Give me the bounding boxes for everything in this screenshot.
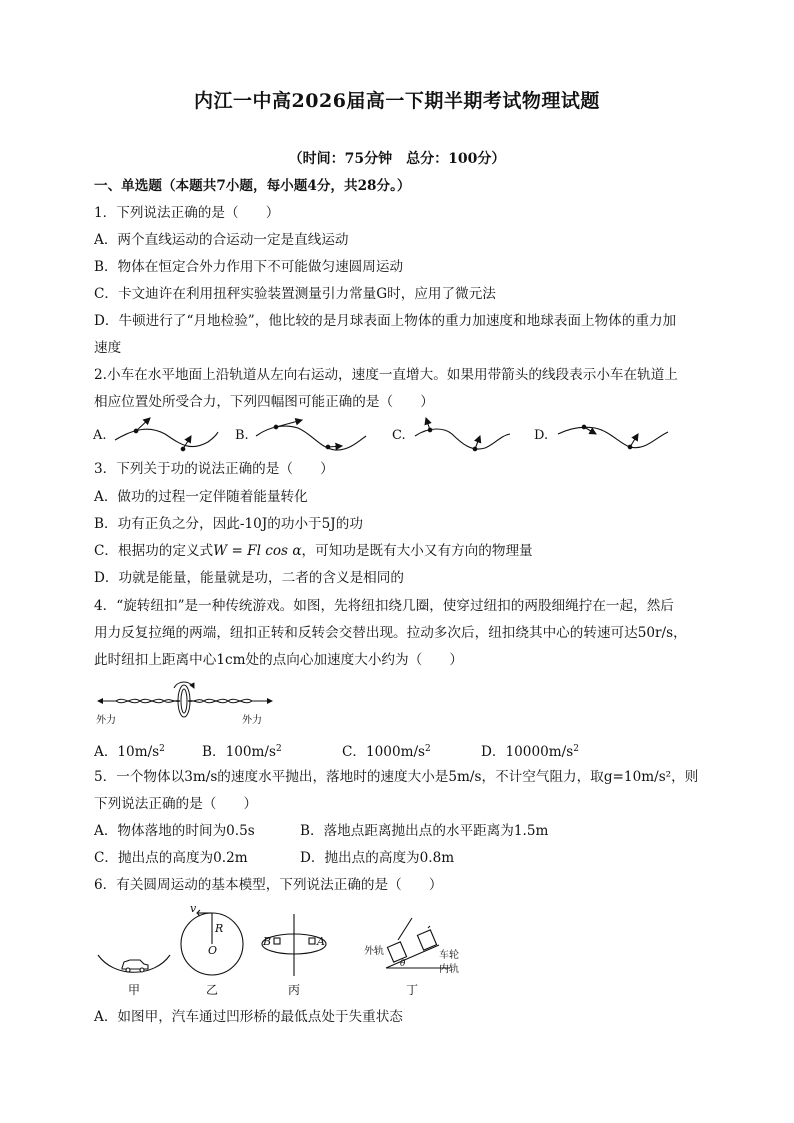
section-heading: 一、单选题（本题共7小题，每小题4分，共28分。） [94, 178, 411, 194]
spinning-button-figure [94, 678, 284, 728]
fig-label-yi: 乙 [206, 983, 219, 997]
velocity-label: v [190, 902, 197, 915]
q3-option-c-suffix: ，可知功是既有大小又有方向的物理量 [301, 543, 533, 559]
q2-figures [90, 414, 710, 458]
q4-option-d: D．$10000m/s^2$ [481, 744, 579, 760]
q2-stem-cont: 相应位置处所受合力，下列四幅图可能正确的是（ ） [94, 394, 434, 410]
q5-option-d: D．抛出点的高度为0.8m [300, 850, 455, 866]
q3-option-d: D．功就是能量，能量就是功，二者的含义是相同的 [94, 570, 404, 586]
q1-option-a: A．两个直线运动的合运动一定是直线运动 [94, 232, 349, 248]
inner-rail-label: 内轨 [439, 964, 459, 975]
q3-option-c-prefix: C．根据功的定义式 [94, 543, 214, 559]
q4-options [94, 740, 694, 758]
q2-figure-c [415, 418, 510, 451]
q1-stem: 1．下列说法正确的是（ ） [94, 205, 280, 221]
q1-option-d: D．牛顿进行了“月地检验”，他比较的是月球表面上物体的重力加速度和地球表面上物体的重力加 [94, 313, 677, 329]
q3-stem: 3．下列关于功的说法正确的是（ ） [94, 461, 334, 477]
wheel-label: 车轮 [439, 950, 459, 961]
q4-stem-cont-2: 此时纽扣上距离中心1cm处的点向心加速度大小约为（ ） [94, 652, 463, 668]
q6-figures [94, 900, 494, 1000]
q2-label-d: D. [534, 428, 549, 443]
q2-label-c: C. [392, 428, 406, 443]
q2-stem: 2.小车在水平地面上沿轨道从左向右运动，速度一直增大。如果用带箭头的线段表示小车在轨道上 [94, 367, 678, 383]
time-info: （时间：75分钟 总分：100分） [288, 151, 506, 167]
concave-bridge [98, 955, 170, 972]
q3-option-c [94, 542, 533, 560]
q4-option-c: C．$1000m/s^2$ [342, 744, 431, 760]
q4-left-force-label: 外力 [96, 715, 116, 726]
q2-figure-d [558, 425, 668, 449]
center-label: O [208, 944, 218, 957]
q5-stem-cont: 下列说法正确的是（ ） [94, 796, 258, 812]
q1-option-c: C．卡文迪许在利用扭秤实验装置测量引力常量G时，应用了微元法 [94, 286, 496, 302]
q4-stem-cont-1: 用力反复拉绳的两端，纽扣正转和反转会交替出现。拉动多次后，纽扣绕其中心的转速可达50r/s， [94, 625, 687, 641]
fig-label-ding: 丁 [406, 983, 419, 997]
q4-option-a: A．$10m/s^2$ [94, 744, 165, 760]
q2-label-a: A. [93, 428, 107, 443]
q2-label-b: B. [235, 428, 249, 443]
q5-option-a: A．物体落地的时间为0.5s [94, 823, 255, 839]
q4-right-force-label: 外力 [242, 715, 262, 726]
fig-label-jia: 甲 [128, 983, 141, 997]
work-formula: W = Fl cos α [213, 543, 302, 559]
page-title: 内江一中高2026届高一下期半期考试物理试题 [194, 90, 600, 112]
car-icon [122, 960, 148, 972]
q5-stem: 5．一个物体以3m/s的速度水平抛出，落地时的速度大小是5m/s，不计空气阻力，取g=10m/s²，则 [94, 769, 699, 785]
q5-option-c: C．抛出点的高度为0.2m [94, 850, 248, 866]
q4-stem: 4．“旋转纽扣”是一种传统游戏。如图，先将纽扣绕几圈，使穿过纽扣的两股细绳拧在一起，然后 [94, 598, 674, 614]
theta-label: θ [400, 959, 406, 969]
q1-option-b: B．物体在恒定合外力作用下不可能做匀速圆周运动 [94, 259, 404, 275]
q5-option-b: B．落地点距离抛出点的水平距离为1.5m [300, 823, 549, 839]
point-b-label: B [263, 935, 272, 948]
point-a-label: A [317, 935, 325, 948]
q1-option-d-cont: 速度 [94, 340, 122, 356]
q3-option-b: B．功有正负之分，因此-10J的功小于5J的功 [94, 516, 363, 532]
outer-rail-label: 外轨 [364, 946, 384, 957]
q2-figure-b [256, 420, 366, 450]
q2-figure-a [115, 418, 218, 451]
q4-option-b: B．$100m/s^2$ [202, 744, 282, 760]
q6-option-a: A．如图甲，汽车通过凹形桥的最低点处于失重状态 [94, 1009, 403, 1025]
q6-stem: 6．有关圆周运动的基本模型，下列说法正确的是（ ） [94, 877, 443, 893]
radius-label: R [215, 922, 224, 935]
fig-label-bing: 丙 [288, 983, 301, 997]
q3-option-a: A．做功的过程一定伴随着能量转化 [94, 489, 308, 505]
